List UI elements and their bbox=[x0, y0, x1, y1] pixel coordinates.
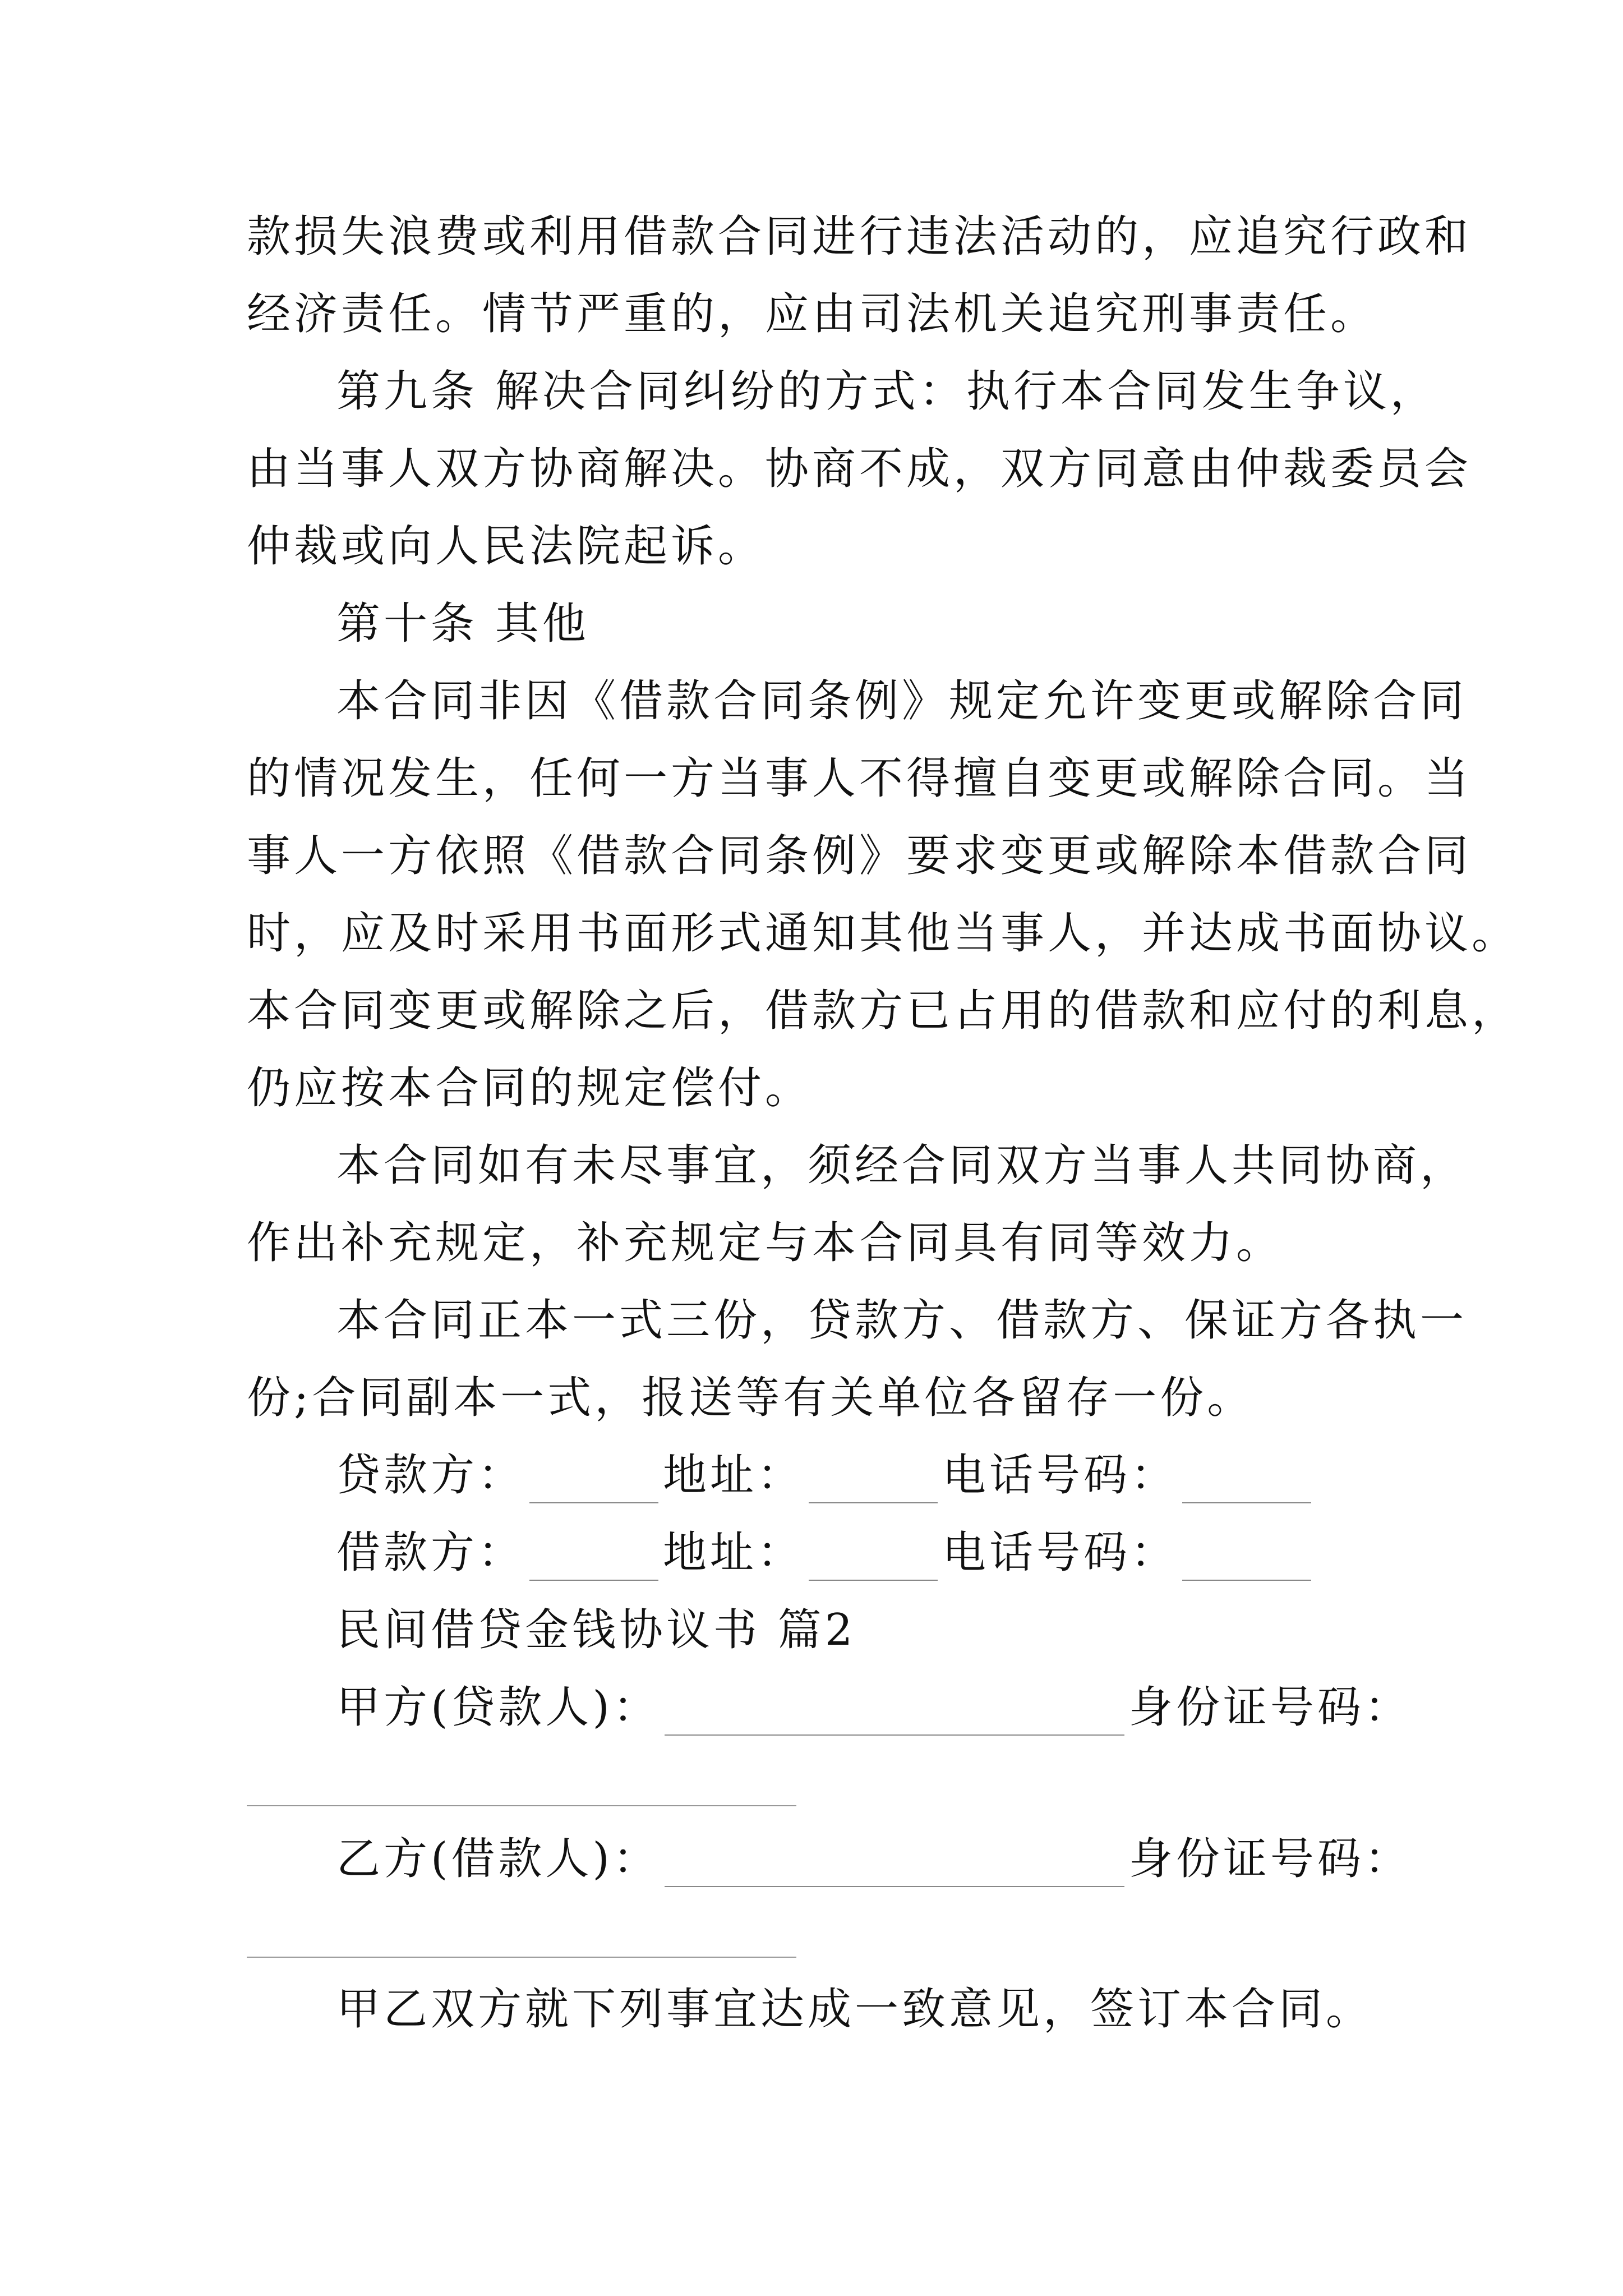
party-a-id-label: 身份证号码： bbox=[1128, 1682, 1412, 1733]
lender-phone-label: 电话号码： bbox=[942, 1450, 1178, 1501]
lender-phone-blank[interactable] bbox=[1182, 1462, 1311, 1503]
lender-info-row bbox=[336, 1447, 1316, 1503]
paragraph-line: 本合同如有未尽事宜，须经合同双方当事人共同协商， bbox=[336, 1140, 1468, 1191]
paragraph-line: 的情况发生，任何一方当事人不得擅自变更或解除合同。当 bbox=[247, 753, 1472, 804]
lender-name-blank[interactable] bbox=[529, 1462, 658, 1503]
lender-address-label: 地址： bbox=[663, 1450, 805, 1501]
document-page bbox=[247, 0, 1519, 2296]
paragraph-line: 款损失浪费或利用借款合同进行违法活动的，应追究行政和 bbox=[247, 211, 1472, 262]
paragraph-line: 本合同非因《借款合同条例》规定允许变更或解除合同 bbox=[336, 676, 1468, 726]
paragraph-line: 仍应按本合同的规定偿付。 bbox=[247, 1063, 813, 1114]
borrower-label: 借款方： bbox=[336, 1527, 525, 1578]
party-a-id-blank[interactable] bbox=[247, 1805, 796, 1806]
article-ten-heading: 第十条 其他 bbox=[336, 599, 589, 649]
paragraph-line: 本合同正本一式三份，贷款方、借款方、保证方各执一 bbox=[336, 1295, 1468, 1346]
party-a-row bbox=[336, 1680, 1412, 1736]
paragraph-line: 事人一方依照《借款合同条例》要求变更或解除本借款合同 bbox=[247, 831, 1472, 881]
borrower-address-blank[interactable] bbox=[809, 1539, 938, 1581]
paragraph-line: 仲裁或向人民法院起诉。 bbox=[247, 521, 766, 572]
closing-line: 甲乙双方就下列事宜达成一致意见，签订本合同。 bbox=[336, 1984, 1373, 2035]
paragraph-line: 本合同变更或解除之后，借款方已占用的借款和应付的利息， bbox=[247, 986, 1519, 1036]
paragraph-line: 作出补充规定，补充规定与本合同具有同等效力。 bbox=[247, 1218, 1284, 1268]
borrower-phone-blank[interactable] bbox=[1182, 1539, 1311, 1581]
paragraph-line: 时，应及时采用书面形式通知其他当事人，并达成书面协议。 bbox=[247, 908, 1519, 959]
paragraph-line: 由当事人双方协商解决。协商不成，双方同意由仲裁委员会 bbox=[247, 444, 1472, 494]
party-a-name-blank[interactable] bbox=[665, 1694, 1124, 1736]
paragraph-line: 经济责任。情节严重的，应由司法机关追究刑事责任。 bbox=[247, 289, 1378, 339]
party-b-id-blank[interactable] bbox=[247, 1957, 796, 1958]
borrower-address-label: 地址： bbox=[663, 1527, 805, 1578]
paragraph-line: 份;合同副本一式，报送等有关单位各留存一份。 bbox=[247, 1373, 1255, 1423]
article-nine-heading: 第九条 解决合同纠纷的方式：执行本合同发生争议， bbox=[336, 366, 1437, 417]
lender-address-blank[interactable] bbox=[809, 1462, 938, 1503]
party-b-id-label: 身份证号码： bbox=[1128, 1834, 1412, 1884]
section-title: 民间借贷金钱协议书 篇2 bbox=[336, 1605, 856, 1655]
party-b-row bbox=[336, 1831, 1412, 1887]
borrower-phone-label: 电话号码： bbox=[942, 1527, 1178, 1578]
party-b-name-blank[interactable] bbox=[665, 1846, 1124, 1887]
party-a-label: 甲方(贷款人)： bbox=[336, 1682, 660, 1733]
party-b-label: 乙方(借款人)： bbox=[336, 1834, 660, 1884]
borrower-info-row bbox=[336, 1525, 1316, 1581]
borrower-name-blank[interactable] bbox=[529, 1539, 658, 1581]
lender-label: 贷款方： bbox=[336, 1450, 525, 1501]
